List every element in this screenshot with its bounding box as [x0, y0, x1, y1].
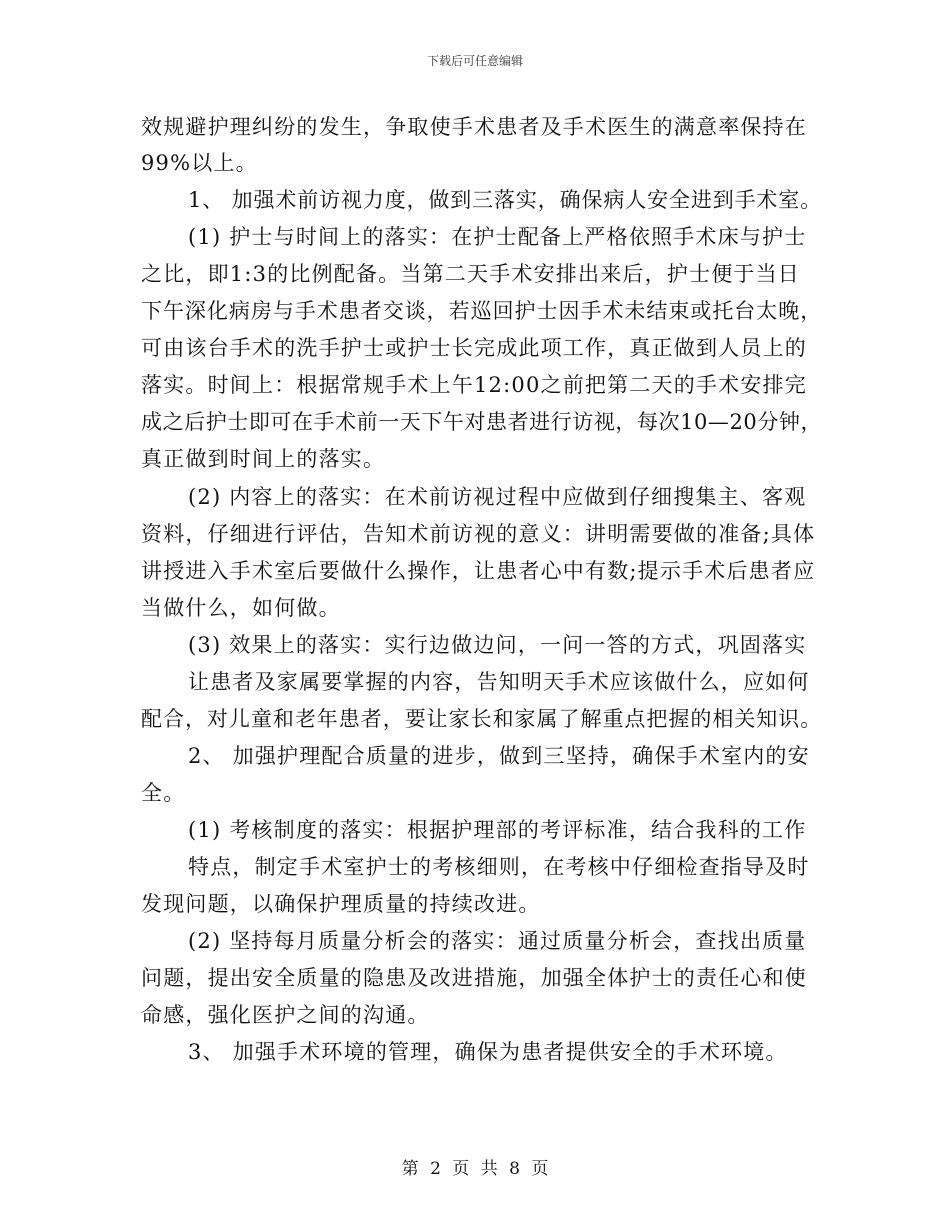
text-line: (3) 效果上的落实：实行边做边问，一问一答的方式，巩固落实: [188, 633, 807, 657]
text-line: (1) 护士与时间上的落实：在护士配备上严格依照手术床与护士: [188, 225, 807, 249]
text-line: (1) 考核制度的落实：根据护理部的考评标准，结合我科的工作: [188, 818, 807, 842]
text-line: 可由该台手术的洗手护士或护士长完成此项工作，真正做到人员上的: [141, 336, 807, 360]
text-line: 配合，对儿童和老年患者，要让家长和家属了解重点把握的相关知识。: [141, 707, 823, 731]
text-line: (2) 坚持每月质量分析会的落实：通过质量分析会，查找出质量: [188, 929, 807, 953]
text-line: 下午深化病房与手术患者交谈，若巡回护士因手术未结束或托台太晚，: [141, 299, 823, 323]
text-line: 命感，强化医护之间的沟通。: [141, 1003, 430, 1027]
text-line: 2、 加强护理配合质量的进步，做到三坚持，确保手术室内的安: [188, 744, 810, 768]
text-line: 讲授进入手术室后要做什么操作，让患者心中有数;提示手术后患者应: [141, 559, 816, 583]
text-line: 让患者及家属要掌握的内容，告知明天手术应该做什么，应如何: [188, 670, 810, 694]
text-line: 发现问题，以确保护理质量的持续改进。: [141, 892, 541, 916]
text-line: 落实。时间上：根据常规手术上午12:00之前把第二天的手术安排完: [141, 373, 807, 397]
text-line: (2) 内容上的落实：在术前访视过程中应做到仔细搜集主、客观: [188, 485, 807, 509]
text-line: 效规避护理纠纷的发生，争取使手术患者及手术医生的满意率保持在: [141, 115, 807, 139]
text-line: 资料，仔细进行评估，告知术前访视的意义：讲明需要做的准备;具体: [141, 522, 816, 546]
text-line: 问题，提出安全质量的隐患及改进措施，加强全体护士的责任心和使: [141, 966, 807, 990]
text-line: 全。: [141, 781, 186, 805]
text-line: 99%以上。: [141, 151, 258, 175]
text-line: 成之后护士即可在手术前一天下午对患者进行访视，每次10—20分钟，: [141, 410, 823, 434]
text-line: 3、 加强手术环境的管理，确保为患者提供安全的手术环境。: [188, 1040, 788, 1064]
text-line: 当做什么，如何做。: [141, 596, 341, 620]
text-line: 真正做到时间上的落实。: [141, 447, 386, 471]
text-line: 之比，即1:3的比例配备。当第二天手术安排出来后，护士便于当日: [141, 262, 800, 286]
page-header: 下载后可任意编辑: [426, 54, 523, 68]
page-number-footer: 第 2 页 共 8 页: [401, 1159, 549, 1179]
text-line: 特点，制定手术室护士的考核细则，在考核中仔细检查指导及时: [188, 855, 810, 879]
text-line: 1、 加强术前访视力度，做到三落实，确保病人安全进到手术室。: [188, 188, 823, 212]
